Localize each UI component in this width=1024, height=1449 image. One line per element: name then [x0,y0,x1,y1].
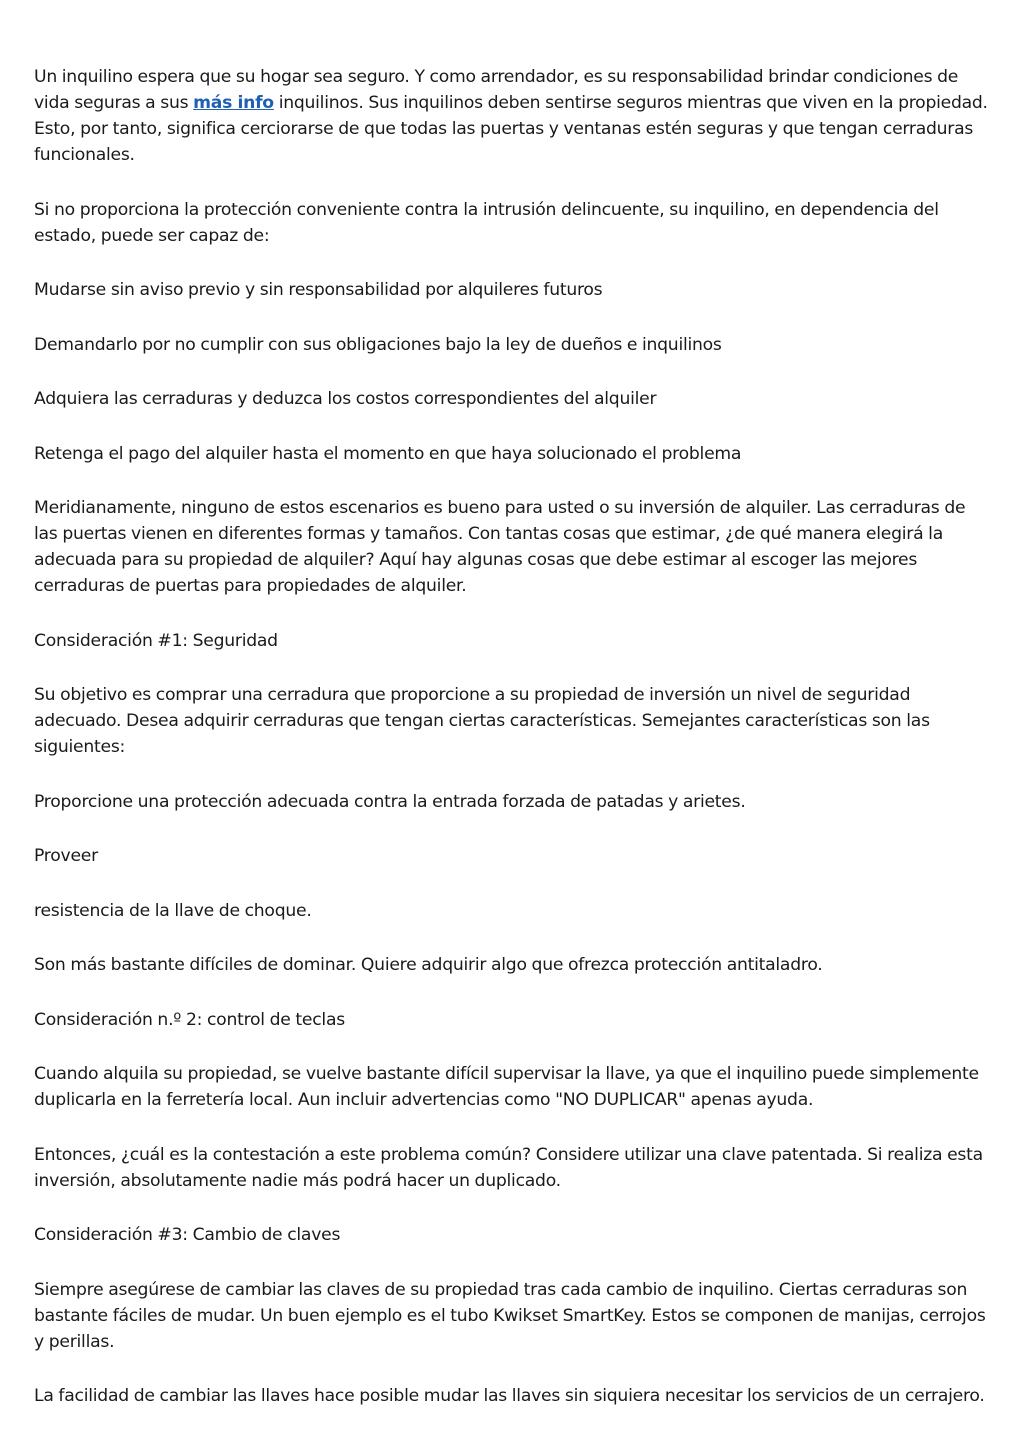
paragraph-scenarios: Meridianamente, ninguno de estos escenarios es bueno para usted o su inversión de alquiler. Las cerraduras de las puertas vienen en diferentes formas y tamaños. Con tantas cosas que estimar, ¿de qué manera elegirá la adecuada para su propiedad de alquiler? Aquí hay algunas cosas que debe estimar al escoger las mejores cerraduras de puertas para propiedades de alquiler. [34,498,966,596]
paragraph-intro [34,64,992,168]
paragraph-rekey-ease: La facilidad de cambiar las llaves hace posible mudar las llaves sin siquiera necesitar los servicios de un cerrajero. [34,1386,985,1406]
paragraph-tenant-rights: Si no proporciona la protección conveniente contra la intrusión delincuente, su inquilino, en dependencia del estado, puede ser capaz de: [34,199,939,246]
paragraph-feature-bump-key: resistencia de la llave de choque. [34,900,312,921]
paragraph-feature-forced-entry: Proporcione una protección adecuada contra la entrada forzada de patadas y arietes. [34,791,746,812]
paragraph-patented-key: Entonces, ¿cuál es la contestación a este problema común? Considere utilizar una clave patentada. Si realiza esta inversión, absolutamente nadie más podrá hacer un duplicado. [34,1144,983,1191]
heading-consideration-3: Consideración #3: Cambio de claves [34,1225,341,1245]
document-page [34,64,992,1438]
heading-consideration-2: Consideración n.º 2: control de teclas [34,1009,345,1030]
paragraph-option-move-out: Mudarse sin aviso previo y sin responsabilidad por alquileres futuros [34,280,603,300]
paragraph-intro-text-before: Un inquilino espera que su hogar sea seguro. Y como arrendador, es su responsabilidad brindar condiciones de vida seguras a sus [34,67,959,113]
paragraph-intro-text-after: inquilinos. Sus inquilinos deben sentirse seguros mientras que viven en la propiedad. Esto, por tanto, significa cerciorarse de que todas las puertas y ventanas estén seguras y que tengan cerraduras funcionales. [34,93,988,165]
paragraph-option-sue: Demandarlo por no cumplir con sus obligaciones bajo la ley de dueños e inquilinos [34,334,722,355]
paragraph-option-withhold-rent: Retenga el pago del alquiler hasta el momento en que haya solucionado el problema [34,443,742,464]
paragraph-feature-anti-drill: Son más bastante difíciles de dominar. Quiere adquirir algo que ofrezca protección antitaladro. [34,955,823,975]
paragraph-feature-provide: Proveer [34,846,98,866]
paragraph-security-objective: Su objetivo es comprar una cerradura que proporcione a su propiedad de inversión un nivel de seguridad adecuado. Desea adquirir cerraduras que tengan ciertas características. Semejantes características son las siguientes: [34,685,930,757]
paragraph-option-buy-locks: Adquiera las cerraduras y deduzca los costos correspondientes del alquiler [34,389,657,409]
paragraph-key-control: Cuando alquila su propiedad, se vuelve bastante difícil supervisar la llave, ya que el inquilino puede simplemente duplicarla en la ferretería local. Aun incluir advertencias como "NO DUPLICAR" apenas ayuda. [34,1064,979,1110]
heading-consideration-1: Consideración #1: Seguridad [34,630,278,651]
more-info-link[interactable]: más info [193,93,274,113]
paragraph-rekeying: Siempre asegúrese de cambiar las claves de su propiedad tras cada cambio de inquilino. Ciertas cerraduras son bastante fáciles de mudar. Un buen ejemplo es el tubo Kwikset SmartKey. Estos se componen de manijas, cerrojos y perillas. [34,1279,986,1352]
